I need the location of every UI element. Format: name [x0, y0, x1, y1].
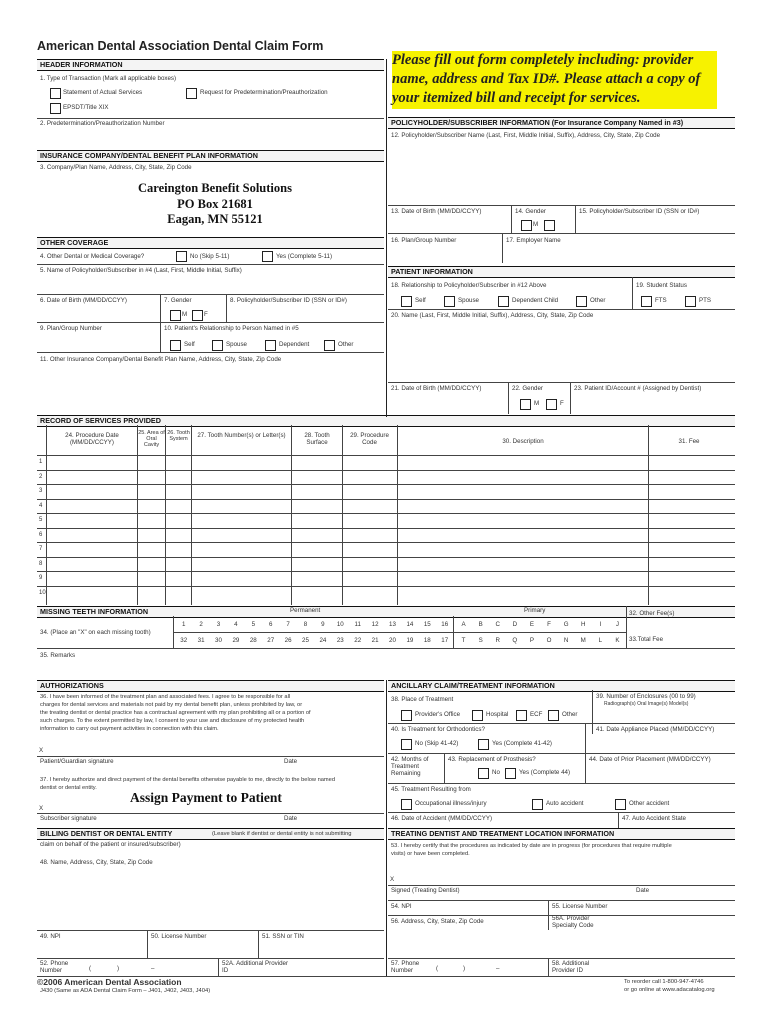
col-area: 25. Area of Oral Cavity	[138, 430, 165, 449]
tooth-L[interactable]: L	[598, 637, 603, 644]
col-procedure-date: 24. Procedure Date (MM/DD/CCYY)	[65, 432, 119, 446]
tooth-21[interactable]: 21	[371, 637, 379, 644]
tooth-A[interactable]: A	[461, 621, 466, 628]
epsdt-label: EPSDT/Title XIX	[63, 104, 109, 111]
pt-gender-f-label: F	[560, 400, 564, 407]
rel-spouse-checkbox[interactable]	[212, 340, 223, 351]
service-row-number: 10	[39, 589, 46, 596]
tooth-23[interactable]: 23	[336, 637, 344, 644]
field-9-label: 9. Plan/Group Number	[40, 325, 102, 332]
treating-date-label: Date	[636, 887, 650, 894]
tooth-I[interactable]: I	[599, 621, 602, 628]
prosthesis-no-label: No	[492, 769, 500, 776]
field-34-label: 34. (Place an "X" on each missing tooth)	[40, 629, 151, 636]
field-40-label: 40. Is Treatment for Orthodontics?	[391, 726, 485, 733]
tooth-28[interactable]: 28	[249, 637, 257, 644]
billing-title: BILLING DENTIST OR DENTAL ENTITY	[40, 829, 173, 838]
field-3-label: 3. Company/Plan Name, Address, City, State, Zip Code	[40, 164, 192, 171]
pts-checkbox[interactable]	[685, 296, 696, 307]
assign-payment-text: Assign Payment to Patient	[130, 790, 282, 805]
tooth-6[interactable]: 6	[268, 621, 273, 628]
tooth-31[interactable]: 31	[197, 637, 205, 644]
billing-phone-dash: –	[151, 965, 155, 972]
notice-line-1: Please fill out form completely including: provider	[392, 52, 694, 68]
field-11-label: 11. Other Insurance Company/Dental Benefit Plan Name, Address, City, State, Zip Code	[40, 356, 282, 363]
rel-self-checkbox[interactable]	[170, 340, 181, 351]
tooth-S[interactable]: S	[478, 637, 483, 644]
office-label: Provider's Office	[415, 711, 461, 718]
field-2-label: 2. Predetermination/Preauthorization Number	[40, 120, 165, 127]
tooth-T[interactable]: T	[461, 637, 466, 644]
tooth-26[interactable]: 26	[284, 637, 292, 644]
service-row-line	[37, 528, 735, 529]
rel-dependent-label: Dependent	[279, 341, 310, 348]
other-place-label: Other	[562, 711, 578, 718]
rel-self-label: Self	[184, 341, 195, 348]
pt-spouse-checkbox[interactable]	[444, 296, 455, 307]
service-row-number: 6	[39, 531, 43, 538]
tooth-24[interactable]: 24	[319, 637, 327, 644]
office-checkbox[interactable]	[401, 710, 412, 721]
missing-teeth-title: MISSING TEETH INFORMATION	[40, 607, 149, 616]
field-53-line2: visits) or have been completed.	[391, 851, 470, 857]
ph-gender-m-checkbox[interactable]	[521, 220, 532, 231]
rel-other-checkbox[interactable]	[324, 340, 335, 351]
auth-37-line2: dentist or dental entity.	[40, 785, 97, 791]
request-label: Request for Predetermination/Preauthorization	[200, 89, 328, 96]
field-55-label: 55. License Number	[552, 903, 608, 910]
services-title: RECORD OF SERVICES PROVIDED	[40, 416, 161, 425]
gender-f-checkbox[interactable]	[192, 310, 203, 321]
field-32-label: 32. Other Fee(s)	[629, 610, 675, 617]
service-row-number: 8	[39, 560, 43, 567]
tooth-27[interactable]: 27	[267, 637, 275, 644]
occupational-checkbox[interactable]	[401, 799, 412, 810]
pt-gender-m-label: M	[534, 400, 540, 407]
tooth-D[interactable]: D	[512, 621, 518, 628]
service-row-number: 4	[39, 502, 43, 509]
tooth-29[interactable]: 29	[232, 637, 240, 644]
tooth-G[interactable]: G	[563, 621, 569, 628]
tooth-J[interactable]: J	[615, 621, 619, 628]
field-8-label: 8. Policyholder/Subscriber ID (SSN or ID#)	[230, 297, 347, 304]
tooth-20[interactable]: 20	[389, 637, 396, 644]
treating-sig-x: X	[390, 876, 395, 883]
instruction-notice	[392, 51, 717, 109]
field-52a-label: 52A. Additional Provider ID	[222, 960, 289, 974]
field-7-label: 7. Gender	[164, 297, 192, 304]
notice-line-3: your itemized bill and receipt for services.	[392, 90, 641, 106]
field-13-label: 13. Date of Birth (MM/DD/CCYY)	[391, 208, 482, 215]
insurance-address: PO Box 21681	[177, 197, 253, 211]
field-1-label: 1. Type of Transaction (Mark all applicable boxes)	[40, 75, 177, 82]
other-accident-label: Other accident	[629, 800, 670, 807]
auth-36-line3: the treating dentist or dental practice has a contractual agreement with my plan prohibiting all or a portion of	[40, 710, 311, 716]
tooth-10[interactable]: 10	[336, 621, 344, 628]
tooth-E[interactable]: E	[529, 621, 534, 628]
statement-checkbox[interactable]	[50, 88, 61, 99]
gender-m-checkbox[interactable]	[170, 310, 181, 321]
field-58-label: 58. Additional Provider ID	[552, 960, 590, 974]
tooth-19[interactable]: 19	[406, 637, 414, 644]
other-coverage-no-checkbox[interactable]	[176, 251, 187, 262]
field-44-label: 44. Date of Prior Placement (MM/DD/CCYY)	[589, 756, 711, 763]
ph-gender-m-label: M	[533, 221, 539, 228]
ecf-label: ECF	[530, 711, 543, 718]
prosthesis-yes-checkbox[interactable]	[505, 768, 516, 779]
request-checkbox[interactable]	[186, 88, 197, 99]
col-tooth-system: 26. Tooth System	[167, 430, 190, 443]
authorizations-title: AUTHORIZATIONS	[40, 681, 104, 690]
hospital-checkbox[interactable]	[472, 710, 483, 721]
field-20-label: 20. Name (Last, First, Middle Initial, Suffix), Address, City, State, Zip Code	[391, 312, 594, 319]
rel-dependent-checkbox[interactable]	[265, 340, 276, 351]
col-fee: 31. Fee	[678, 438, 700, 445]
tooth-P[interactable]: P	[529, 637, 534, 644]
gender-f-label: F	[204, 311, 208, 318]
field-39b-label: Radiograph(s) Oral Image(s) Model(s)	[604, 701, 689, 707]
tooth-12[interactable]: 12	[371, 621, 379, 628]
field-33-label: 33.Total Fee	[629, 636, 664, 643]
billing-phone-paren-open: (	[89, 965, 92, 972]
billing-phone-paren-close: )	[117, 965, 120, 972]
tooth-1[interactable]: 1	[181, 621, 186, 628]
field-43-label: 43. Replacement of Prosthesis?	[448, 756, 536, 763]
pt-gender-m-checkbox[interactable]	[520, 399, 531, 410]
pt-self-label: Self	[415, 297, 426, 304]
other-place-checkbox[interactable]	[548, 710, 559, 721]
field-5-label: 5. Name of Policyholder/Subscriber in #4 (Last, First, Middle Initial, Suffix)	[40, 267, 242, 274]
field-18-label: 18. Relationship to Policyholder/Subscriber in #12 Above	[391, 282, 547, 289]
epsdt-checkbox[interactable]	[50, 103, 61, 114]
auth-36-line2: charges for dental services and materials not paid by my dental benefit plan, unless prohibited by law, or	[40, 702, 303, 708]
service-row-number: 9	[39, 575, 43, 581]
field-47-label: 47. Auto Accident State	[622, 815, 686, 822]
insurance-name: Careington Benefit Solutions	[138, 181, 292, 195]
insurance-city: Eagan, MN 55121	[167, 212, 263, 226]
field-56-label: 56. Address, City, State, Zip Code	[391, 918, 484, 925]
notice-line-2: name, address and Tax ID#. Please attach a copy of	[392, 71, 701, 87]
sig2-date-label: Date	[284, 815, 298, 822]
field-17-label: 17. Employer Name	[506, 237, 561, 244]
field-6-label: 6. Date of Birth (MM/DD/CCYY)	[40, 297, 127, 304]
tooth-H[interactable]: H	[581, 621, 586, 628]
field-49-label: 49. NPI	[40, 933, 61, 940]
field-35-label: 35. Remarks	[40, 652, 76, 659]
treating-phone-paren-close: )	[463, 965, 466, 972]
other-coverage-title: OTHER COVERAGE	[40, 238, 109, 247]
service-row-number: 3	[39, 488, 43, 494]
reorder-line: To reorder call 1-800-947-4746	[624, 979, 704, 985]
billing-note2: claim on behalf of the patient or insured/subscriber)	[40, 841, 181, 848]
field-46-label: 46. Date of Accident (MM/DD/CCYY)	[391, 815, 493, 822]
fts-label: FTS	[655, 297, 667, 304]
auth-36-line5: information to carry out payment activities in connection with this claim.	[40, 726, 219, 732]
ortho-yes-label: Yes (Complete 41-42)	[492, 740, 552, 747]
pt-other-label: Other	[590, 297, 606, 304]
service-row-line	[37, 542, 735, 543]
tooth-14[interactable]: 14	[406, 621, 414, 628]
field-54-label: 54. NPI	[391, 903, 412, 910]
hospital-label: Hospital	[486, 711, 509, 718]
field-12-label: 12. Policyholder/Subscriber Name (Last, First, Middle Initial, Suffix), Address, City, State, Zip Code	[391, 132, 661, 139]
service-row-number: 2	[39, 473, 43, 480]
header-title: HEADER INFORMATION	[40, 60, 123, 69]
service-row-line	[37, 513, 735, 514]
tooth-17[interactable]: 17	[441, 637, 449, 644]
subscriber-signature-label[interactable]: Subscriber signature	[40, 815, 97, 822]
service-row-number: 7	[39, 546, 43, 552]
prosthesis-yes-label: Yes (Complete 44)	[519, 769, 571, 776]
footer-code: J430 (Same as ADA Dental Claim Form – J401, J402, J403, J404)	[40, 988, 211, 994]
field-53-line1: 53. I hereby certify that the procedures as indicated by date are in progress (for procedures that require multiple	[391, 843, 672, 849]
tooth-16[interactable]: 16	[441, 621, 449, 628]
permanent-label: Permanent	[290, 607, 321, 614]
patient-signature-label[interactable]: Patient/Guardian signature	[40, 758, 114, 765]
service-row-line	[37, 484, 735, 485]
pt-gender-f-checkbox[interactable]	[546, 399, 557, 410]
auth-36-line1: 36. I have been informed of the treatment plan and associated fees. I agree to be responsible for all	[40, 694, 291, 700]
pts-label: PTS	[699, 297, 712, 304]
pt-dependent-label: Dependent Child	[512, 297, 559, 304]
tooth-25[interactable]: 25	[302, 637, 309, 644]
service-row-line	[37, 586, 735, 587]
field-42-label: 42. Months of Treatment Remaining	[391, 756, 429, 777]
other-coverage-yes-label: Yes (Complete 5-11)	[276, 253, 333, 260]
tooth-O[interactable]: O	[546, 637, 552, 644]
sig2-x: X	[39, 805, 44, 812]
service-row-line	[37, 557, 735, 558]
auto-accident-checkbox[interactable]	[532, 799, 543, 810]
pt-self-checkbox[interactable]	[401, 296, 412, 307]
tooth-F[interactable]: F	[547, 621, 551, 628]
ph-gender-f-checkbox[interactable]	[544, 220, 555, 231]
col-description: 30. Description	[502, 438, 544, 445]
auth-36-line4: such charges. To the extent permitted by law, I consent to your use and disclosure of my protected health	[40, 718, 305, 724]
pt-dependent-checkbox[interactable]	[498, 296, 509, 307]
field-51-label: 51. SSN or TIN	[262, 933, 304, 940]
col-tooth-surface: 28. Tooth Surface	[304, 432, 330, 446]
field-39-label: 39. Number of Enclosures (00 to 99)	[596, 693, 696, 700]
tooth-M[interactable]: M	[580, 637, 586, 644]
policyholder-title: POLICYHOLDER/SUBSCRIBER INFORMATION (For Insurance Company Named in #3)	[391, 118, 684, 127]
tooth-13[interactable]: 13	[389, 621, 396, 628]
tooth-K[interactable]: K	[615, 637, 620, 644]
field-52-label: 52. Phone Number	[40, 960, 69, 974]
tooth-5[interactable]: 5	[251, 621, 256, 628]
rel-spouse-label: Spouse	[226, 341, 247, 348]
tooth-15[interactable]: 15	[423, 621, 431, 628]
treating-phone-paren-open: (	[436, 965, 439, 972]
field-14-label: 14. Gender	[515, 208, 546, 215]
col-tooth-number: 27. Tooth Number(s) or Letter(s)	[197, 432, 286, 439]
field-48-label: 48. Name, Address, City, State, Zip Code	[40, 859, 153, 866]
field-19-label: 19. Student Status	[636, 282, 687, 289]
field-22-label: 22. Gender	[512, 385, 543, 392]
treating-title: TREATING DENTIST AND TREATMENT LOCATION INFORMATION	[391, 829, 615, 838]
field-50-label: 50. License Number	[151, 933, 207, 940]
tooth-C[interactable]: C	[495, 621, 500, 628]
field-21-label: 21. Date of Birth (MM/DD/CCYY)	[391, 385, 482, 392]
tooth-22[interactable]: 22	[354, 637, 362, 644]
occupational-label: Occupational illness/injury	[415, 800, 487, 807]
ortho-yes-checkbox[interactable]	[478, 739, 489, 750]
service-row-line	[37, 470, 735, 471]
pt-other-checkbox[interactable]	[576, 296, 587, 307]
ancillary-title: ANCILLARY CLAIM/TREATMENT INFORMATION	[391, 681, 555, 690]
tooth-B[interactable]: B	[478, 621, 483, 628]
field-45-label: 45. Treatment Resulting from	[391, 786, 471, 793]
pt-spouse-label: Spouse	[458, 297, 479, 304]
service-row-line	[37, 455, 735, 456]
rel-other-label: Other	[338, 341, 354, 348]
tooth-32[interactable]: 32	[180, 637, 188, 644]
tooth-11[interactable]: 11	[354, 621, 361, 628]
auto-accident-label: Auto accident	[546, 800, 584, 807]
form-title: American Dental Association Dental Claim Form	[37, 39, 324, 53]
field-4-label: 4. Other Dental or Medical Coverage?	[40, 253, 145, 260]
copyright: ©2006 American Dental Association	[37, 977, 182, 987]
tooth-R[interactable]: R	[495, 637, 500, 644]
ortho-no-checkbox[interactable]	[401, 739, 412, 750]
patient-title: PATIENT INFORMATION	[391, 267, 473, 276]
field-15-label: 15. Policyholder/Subscriber ID (SSN or ID#)	[579, 208, 700, 215]
field-16-label: 16. Plan/Group Number	[391, 237, 457, 244]
service-row-number: 5	[39, 517, 43, 523]
tooth-Q[interactable]: Q	[512, 637, 518, 644]
tooth-N[interactable]: N	[563, 637, 569, 644]
ecf-checkbox[interactable]	[516, 710, 527, 721]
statement-label: Statement of Actual Services	[63, 89, 143, 96]
other-coverage-no-label: No (Skip 5-11)	[190, 253, 230, 260]
field-56a-label: 56A. Provider Specialty Code	[552, 915, 594, 929]
prosthesis-no-checkbox[interactable]	[478, 768, 489, 779]
treating-signature-label[interactable]: Signed (Treating Dentist)	[391, 887, 460, 894]
sig1-x: X	[39, 747, 44, 754]
sig1-date-label: Date	[284, 758, 298, 765]
billing-note: (Leave blank if dentist or dental entity is not submitting	[212, 831, 352, 837]
field-41-label: 41. Date Appliance Placed (MM/DD/CCYY)	[596, 726, 715, 733]
tooth-3[interactable]: 3	[216, 621, 221, 628]
tooth-18[interactable]: 18	[423, 637, 431, 644]
ortho-no-label: No (Skip 41-42)	[415, 740, 459, 747]
tooth-4[interactable]: 4	[234, 621, 238, 628]
tooth-7[interactable]: 7	[286, 621, 290, 628]
field-57-label: 57. Phone Number	[391, 960, 420, 974]
tooth-9[interactable]: 9	[321, 621, 325, 628]
primary-label: Primary	[524, 607, 546, 614]
field-10-label: 10. Patient's Relationship to Person Named in #5	[164, 325, 299, 332]
treating-phone-dash: –	[496, 965, 500, 972]
service-row-number: 1	[39, 459, 43, 465]
field-38-label: 38. Place of Treatment	[391, 696, 454, 703]
other-accident-checkbox[interactable]	[615, 799, 626, 810]
field-23-label: 23. Patient ID/Account # (Assigned by Dentist)	[574, 385, 702, 392]
col-procedure-code: 29. Procedure Code	[350, 432, 389, 446]
service-row-line	[37, 499, 735, 500]
service-row-line	[37, 571, 735, 572]
gender-m-label: M	[182, 311, 188, 318]
fts-checkbox[interactable]	[641, 296, 652, 307]
reorder-web: or go online at www.adacatalog.org	[624, 987, 715, 993]
tooth-8[interactable]: 8	[303, 621, 308, 628]
other-coverage-yes-checkbox[interactable]	[262, 251, 273, 262]
tooth-2[interactable]: 2	[199, 621, 203, 628]
auth-37-line1: 37. I hereby authorize and direct payment of the dental benefits otherwise payable to me, directly to the below named	[40, 777, 335, 783]
insurance-title: INSURANCE COMPANY/DENTAL BENEFIT PLAN INFORMATION	[40, 151, 258, 160]
tooth-30[interactable]: 30	[215, 637, 222, 644]
